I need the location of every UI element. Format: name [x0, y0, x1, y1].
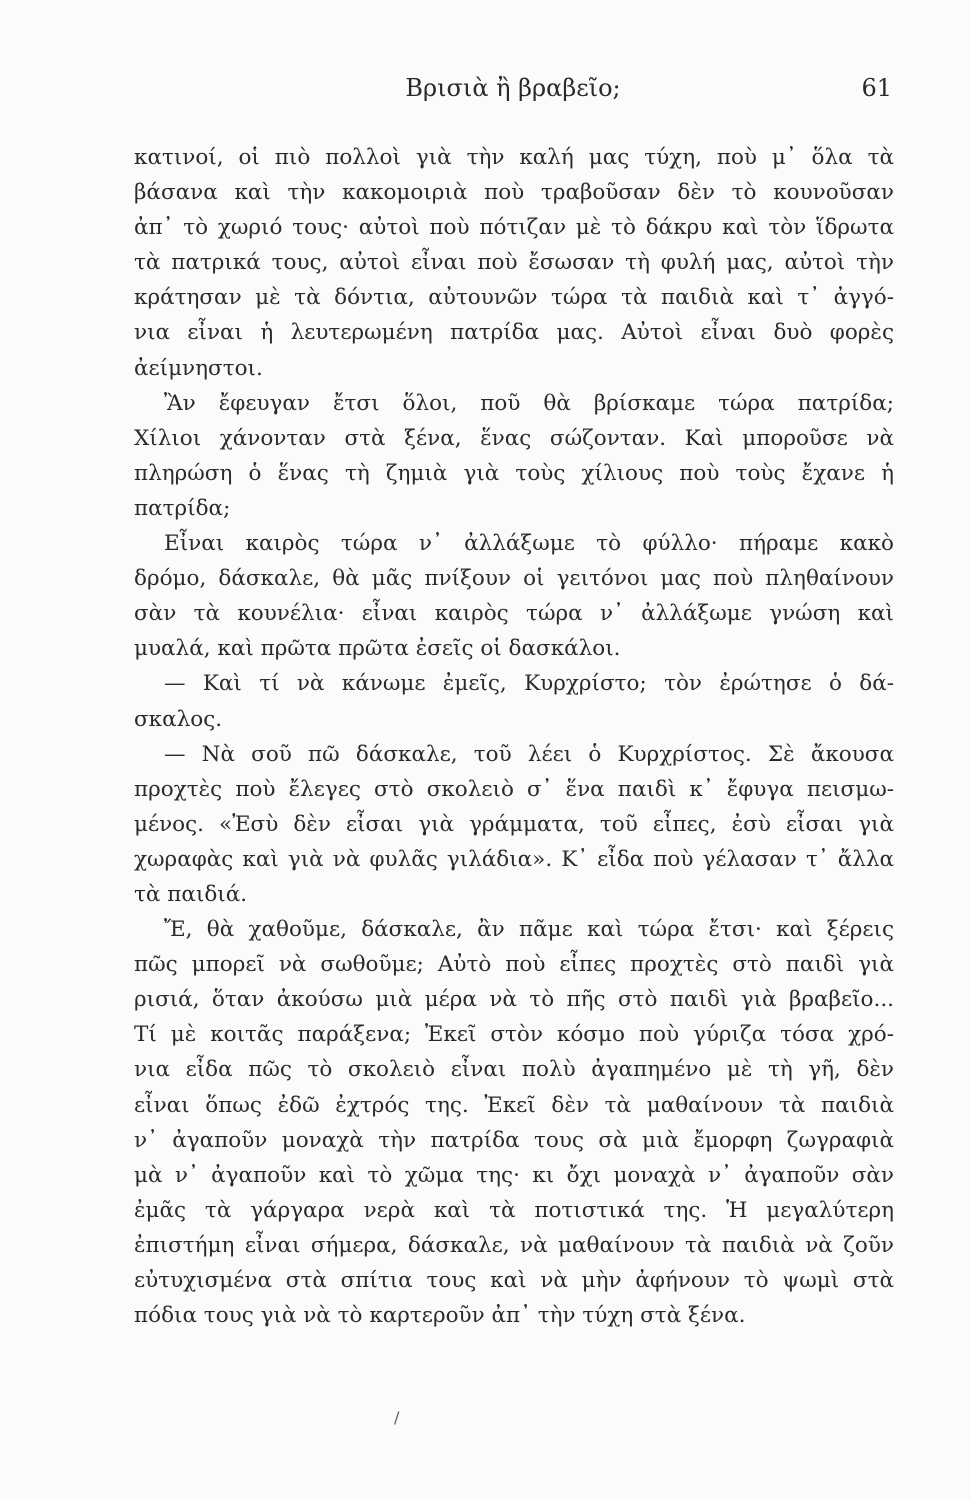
text-line: — Καὶ τί νὰ κάνωμε ἐμεῖς, Κυρχρίστο; τὸν ἐρώτησε ὁ δά- [164, 671, 894, 697]
text-line: κατινοί, οἱ πιὸ πολλοὶ γιὰ τὴν καλή μας τύχη, ποὺ μ᾽ ὅλα τὰ [134, 145, 894, 170]
text-line: εἶναι ὅπως ἐδῶ ἐχτρός της. Ἐκεῖ δὲν τὰ μαθαίνουν τὰ παιδιὰ [134, 1092, 894, 1118]
text-line: κράτησαν μὲ τὰ δόντια, αὐτουνῶν τώρα τὰ παιδιὰ καὶ τ᾽ ἀγγό- [134, 285, 894, 311]
text-line: εὐτυχισμένα στὰ σπίτια τους καὶ νὰ μὴν ἀφήνουν τὸ ψωμὶ στὰ [134, 1268, 894, 1293]
text-line: βάσανα καὶ τὴν κακομοιριὰ ποὺ τραβοῦσαν δὲν τὸ κουνοῦσαν [134, 180, 894, 206]
text-line: πατρίδα; [134, 495, 231, 521]
text-line: μὰ ν᾽ ἀγαποῦν καὶ τὸ χῶμα της· κι ὄχι μοναχὰ ν᾽ ἀγαποῦν σὰν [134, 1162, 894, 1188]
text-line: Εἶναι καιρὸς τώρα ν᾽ ἀλλάξωμε τὸ φύλλο· πήραμε κακὸ [164, 531, 894, 557]
text-line: — Νὰ σοῦ πῶ δάσκαλε, τοῦ λέει ὁ Κυρχρίστος. Σὲ ἄκουσα [164, 741, 894, 767]
text-line: μένος. «Ἐσὺ δὲν εἶσαι γιὰ γράμματα, τοῦ εἶπες, ἐσὺ εἶσαι γιὰ [134, 811, 894, 837]
stray-mark: / [394, 1408, 400, 1427]
text-line: ἀείμνηστοι. [134, 355, 263, 381]
text-line: Ἔ, θὰ χαθοῦμε, δάσκαλε, ἂν πᾶμε καὶ τώρα ἔτσι· καὶ ξέρεις [164, 917, 894, 943]
text-line: μυαλά, καὶ πρῶτα πρῶτα ἐσεῖς οἱ δασκάλοι. [134, 636, 621, 662]
text-line: ἀπ᾽ τὸ χωριό τους· αὐτοὶ ποὺ πότιζαν μὲ τὸ δάκρυ καὶ τὸν ἵδρωτα [134, 215, 894, 241]
text-line: χωραφὰς καὶ γιὰ νὰ φυλᾶς γιλάδια». Κ᾽ εἶδα ποὺ γέλασαν τ᾽ ἄλλα [134, 846, 894, 872]
running-title: Βρισιὰ ἢ βραβεῖο; [405, 74, 621, 102]
page-header [134, 74, 892, 114]
text-line: σκαλος. [134, 706, 223, 732]
text-line: ρισιά, ὅταν ἀκούσω μιὰ μέρα νὰ τὸ πῆς στὸ παιδὶ γιὰ βραβεῖο... [134, 987, 894, 1013]
page-number: 61 [861, 74, 892, 102]
text-line: ν᾽ ἀγαποῦν μοναχὰ τὴν πατρίδα τους σὰ μιὰ ἔμορφη ζωγραφιὰ [134, 1127, 894, 1153]
body-text [134, 140, 894, 1333]
text-line: προχτὲς ποὺ ἔλεγες στὸ σκολειὸ σ᾽ ἕνα παιδὶ κ᾽ ἔφυγα πεισμω- [134, 776, 894, 802]
text-line: ἐπιστήμη εἶναι σήμερα, δάσκαλε, νὰ μαθαίνουν τὰ παιδιὰ νὰ ζοῦν [134, 1232, 894, 1258]
text-line: πληρώση ὁ ἕνας τὴ ζημιὰ γιὰ τοὺς χίλιους ποὺ τοὺς ἔχανε ἡ [134, 460, 894, 486]
text-line: τὰ πατρικά τους, αὐτοὶ εἶναι ποὺ ἔσωσαν τὴ φυλή μας, αὐτοὶ τὴν [134, 250, 894, 276]
text-line: νια εἶδα πῶς τὸ σκολειὸ εἶναι πολὺ ἀγαπημένο μὲ τὴ γῆ, δὲν [134, 1057, 894, 1083]
text-line: νια εἶναι ἡ λευτερωμένη πατρίδα μας. Αὐτοὶ εἶναι δυὸ φορὲς [134, 320, 894, 346]
text-line: Τί μὲ κοιτᾶς παράξενα; Ἐκεῖ στὸν κόσμο ποὺ γύριζα τόσα χρό- [134, 1022, 894, 1048]
text-line: Χίλιοι χάνονταν στὰ ξένα, ἕνας σώζονταν. Καὶ μποροῦσε νὰ [134, 425, 894, 451]
text-line: δρόμο, δάσκαλε, θὰ μᾶς πνίξουν οἱ γειτόνοι μας ποὺ πληθαίνουν [134, 566, 894, 592]
text-line: πόδια τους γιὰ νὰ τὸ καρτεροῦν ἀπ᾽ τὴν τύχη στὰ ξένα. [134, 1303, 746, 1329]
text-line: Ἂν ἔφευγαν ἔτσι ὅλοι, ποῦ θὰ βρίσκαμε τώρα πατρίδα; [164, 390, 894, 416]
text-line: σὰν τὰ κουνέλια· εἶναι καιρὸς τώρα ν᾽ ἀλλάξωμε γνώση καὶ [134, 601, 894, 627]
text-line: πῶς μπορεῖ νὰ σωθοῦμε; Αὐτὸ ποὺ εἶπες προχτὲς στὸ παιδὶ γιὰ [134, 952, 894, 978]
text-line: τὰ παιδιά. [134, 881, 248, 907]
text-line: ἐμᾶς τὰ γάργαρα νερὰ καὶ τὰ ποτιστικά της. Ἡ μεγαλύτερη [134, 1197, 894, 1223]
